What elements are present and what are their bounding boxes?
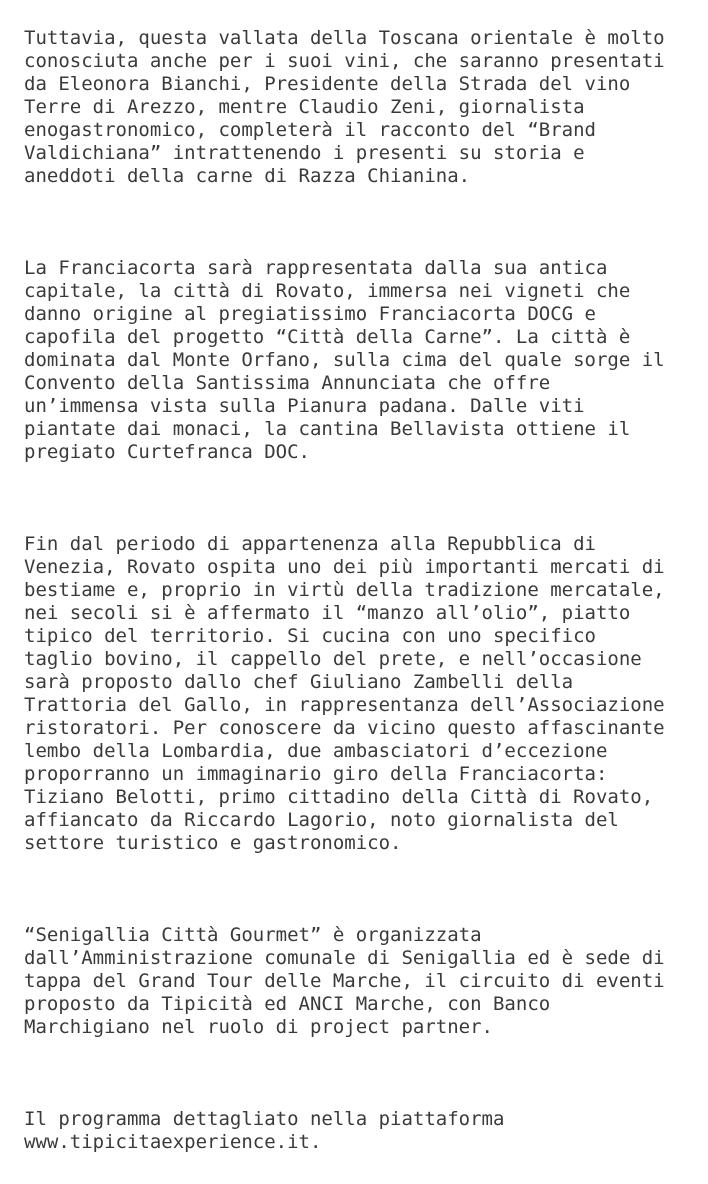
text-line: un’immensa vista sulla Pianura padana. Dalle viti: [24, 395, 585, 417]
text-line: proporranno un immaginario giro della Franciacorta:: [24, 763, 608, 785]
text-line: dominata dal Monte Orfano, sulla cima del quale sorge il: [24, 349, 665, 371]
text-line: “Senigallia Città Gourmet” è organizzata: [24, 924, 482, 946]
text-line: capofila del progetto “Città della Carne”. La città è: [24, 326, 631, 348]
text-line: ristoratori. Per conoscere da vicino questo affascinante: [24, 717, 665, 739]
paragraph-programma: [24, 1108, 704, 1154]
text-line: proposto da Tipicità ed ANCI Marche, con Banco: [24, 993, 551, 1015]
text-line: affiancato da Riccardo Lagorio, noto giornalista del: [24, 809, 619, 831]
paragraph-valdichiana-wines: [24, 27, 704, 188]
text-line: enogastronomico, completerà il racconto del “Brand: [24, 119, 596, 141]
paragraph-spacer: [24, 188, 704, 257]
text-line: da Eleonora Bianchi, Presidente della Strada del vino: [24, 73, 631, 95]
text-line: Tiziano Belotti, primo cittadino della Città di Rovato,: [24, 786, 654, 808]
paragraph-spacer: [24, 1039, 704, 1108]
text-line: Terre di Arezzo, mentre Claudio Zeni, giornalista: [24, 96, 585, 118]
text-line: settore turistico e gastronomico.: [24, 832, 402, 854]
text-line: dall’Amministrazione comunale di Senigallia ed è sede di: [24, 947, 665, 969]
paragraph-senigallia-gourmet: [24, 924, 704, 1039]
text-line: pregiato Curtefranca DOC.: [24, 441, 310, 463]
text-line: conosciuta anche per i suoi vini, che saranno presentati: [24, 50, 665, 72]
text-line: Trattoria del Gallo, in rappresentanza dell’Associazione: [24, 694, 665, 716]
text-line: aneddoti della carne di Razza Chianina.: [24, 165, 471, 187]
text-line: danno origine al pregiatissimo Franciacorta DOCG e: [24, 303, 596, 325]
text-line: Venezia, Rovato ospita uno dei più importanti mercati di: [24, 556, 665, 578]
text-line: Marchigiano nel ruolo di project partner.: [24, 1016, 493, 1038]
text-line: capitale, la città di Rovato, immersa nei vigneti che: [24, 280, 631, 302]
text-line: tappa del Grand Tour delle Marche, il circuito di eventi: [24, 970, 665, 992]
text-line: nei secoli si è affermato il “manzo all’olio”, piatto: [24, 602, 631, 624]
text-line: lembo della Lombardia, due ambasciatori d’eccezione: [24, 740, 608, 762]
paragraph-spacer: [24, 855, 704, 924]
text-line: Tuttavia, questa vallata della Toscana orientale è molto: [24, 27, 665, 49]
text-line: Fin dal periodo di appartenenza alla Repubblica di: [24, 533, 596, 555]
text-line: taglio bovino, il cappello del prete, e nell’occasione: [24, 648, 642, 670]
website-link[interactable]: www.tipicitaexperience.it.: [24, 1131, 322, 1153]
text-line: sarà proposto dallo chef Giuliano Zambelli della: [24, 671, 574, 693]
paragraph-spacer: [24, 464, 704, 533]
text-line: piantate dai monaci, la cantina Bellavista ottiene il: [24, 418, 631, 440]
paragraph-franciacorta-rovato: [24, 257, 704, 464]
text-line: La Franciacorta sarà rappresentata dalla sua antica: [24, 257, 608, 279]
text-line: Valdichiana” intrattenendo i presenti su storia e: [24, 142, 585, 164]
article-body: [24, 27, 704, 1154]
text-line: bestiame e, proprio in virtù della tradizione mercatale,: [24, 579, 665, 601]
paragraph-manzo-all-olio: [24, 533, 704, 855]
text-line: tipico del territorio. Si cucina con uno specifico: [24, 625, 596, 647]
text-line: Convento della Santissima Annunciata che offre: [24, 372, 551, 394]
text-line: Il programma dettagliato nella piattaforma: [24, 1108, 505, 1130]
